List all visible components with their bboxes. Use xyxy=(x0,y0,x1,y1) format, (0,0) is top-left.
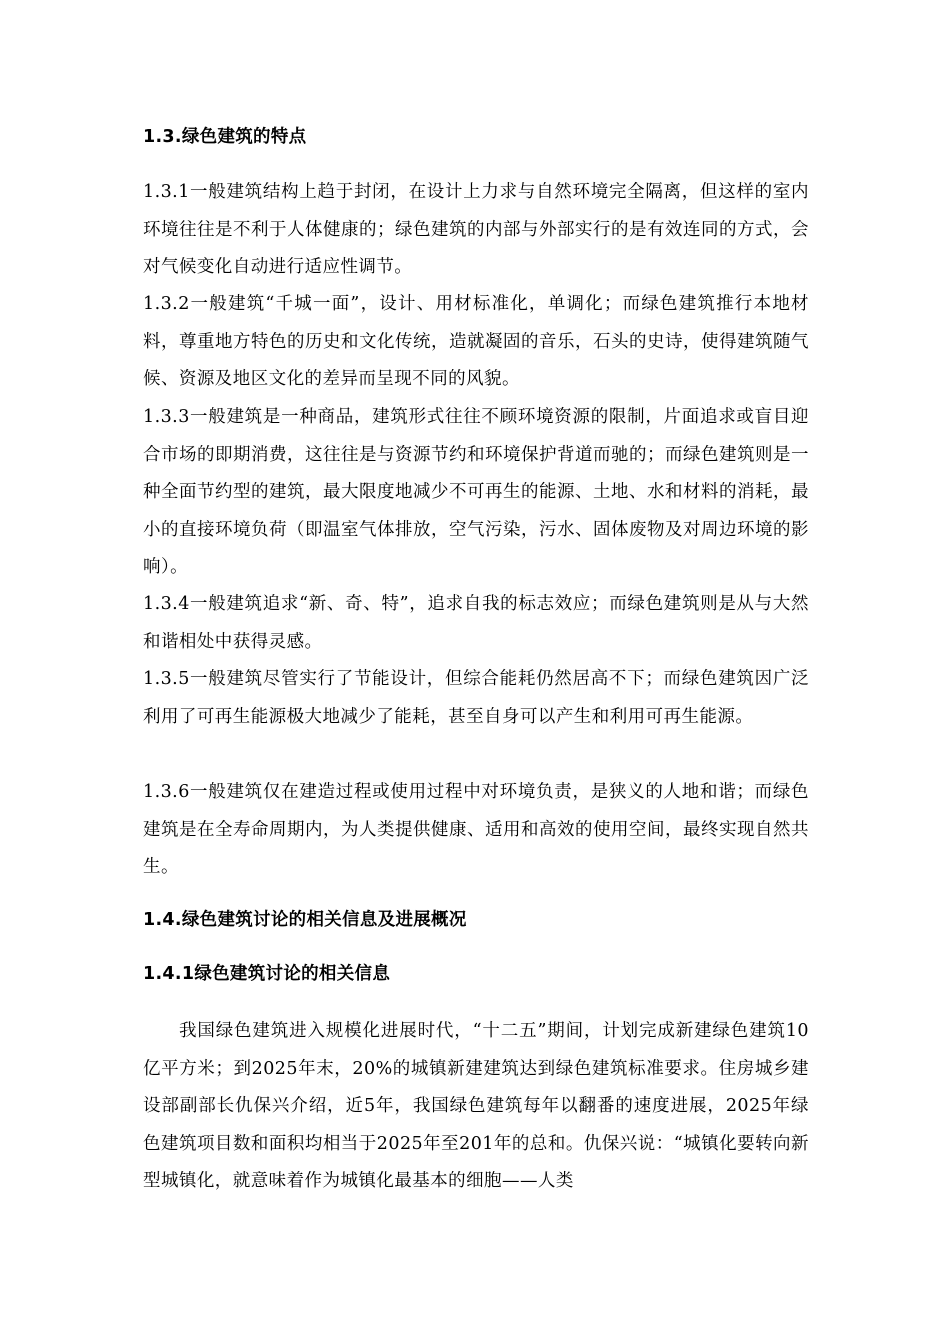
paragraph-1-3-3: 1.3.3一般建筑是一种商品，建筑形式往往不顾环境资源的限制，片面追求或盲目迎合市场的即期消费，这往往是与资源节约和环境保护背道而驰的；而绿色建筑则是一种全面节约型的建筑，最大限度地减少不可再生的能源、土地、水和材料的消耗，最小的直接环境负荷（即温室气体排放，空气污染，污水、固体废物及对周边环境的影响）。 xyxy=(143,407,809,578)
paragraph-1-3-1: 1.3.1一般建筑结构上趋于封闭，在设计上力求与自然环境完全隔离，但这样的室内环境往往是不利于人体健康的；绿色建筑的内部与外部实行的是有效连同的方式，会对气候变化自动进行适应性调节。 xyxy=(143,182,809,278)
paragraph-1-3-5: 1.3.5一般建筑尽管实行了节能设计，但综合能耗仍然居高不下；而绿色建筑因广泛利用了可再生能源极大地减少了能耗，甚至自身可以产生和利用可再生能源。 xyxy=(143,669,809,727)
section-heading-1-4: 1.4.绿色建筑讨论的相关信息及进展概况 xyxy=(143,910,467,930)
paragraph-1-3-4: 1.3.4一般建筑追求“新、奇、特”，追求自我的标志效应；而绿色建筑则是从与大然和谐相处中获得灵感。 xyxy=(143,594,809,652)
paragraph-1-3-2: 1.3.2一般建筑“千城一面”，设计、用材标准化，单调化；而绿色建筑推行本地材料，尊重地方特色的历史和文化传统，造就凝固的音乐，石头的史诗，使得建筑随气候、资源及地区文化的差异而呈现不同的风貌。 xyxy=(143,294,809,390)
section-heading-1-3: 1.3.绿色建筑的特点 xyxy=(143,127,307,147)
paragraph-1-4-1: 我国绿色建筑进入规模化进展时代，“十二五”期间，计划完成新建绿色建筑10亿平方米；到2025年末，20%的城镇新建建筑达到绿色建筑标准要求。住房城乡建设部副部长仇保兴介绍，近5年，我国绿色建筑每年以翻番的速度进展，2025年绿色建筑项目数和面积均相当于2025年至201年的总和。仇保兴说：“城镇化要转向新型城镇化，就意味着作为城镇化最基本的细胞——人类 xyxy=(143,1021,809,1192)
section-heading-1-4-1: 1.4.1绿色建筑讨论的相关信息 xyxy=(143,964,391,984)
paragraph-1-3-6: 1.3.6一般建筑仅在建造过程或使用过程中对环境负责，是狭义的人地和谐；而绿色建筑是在全寿命周期内，为人类提供健康、适用和高效的使用空间，最终实现自然共生。 xyxy=(143,782,809,878)
